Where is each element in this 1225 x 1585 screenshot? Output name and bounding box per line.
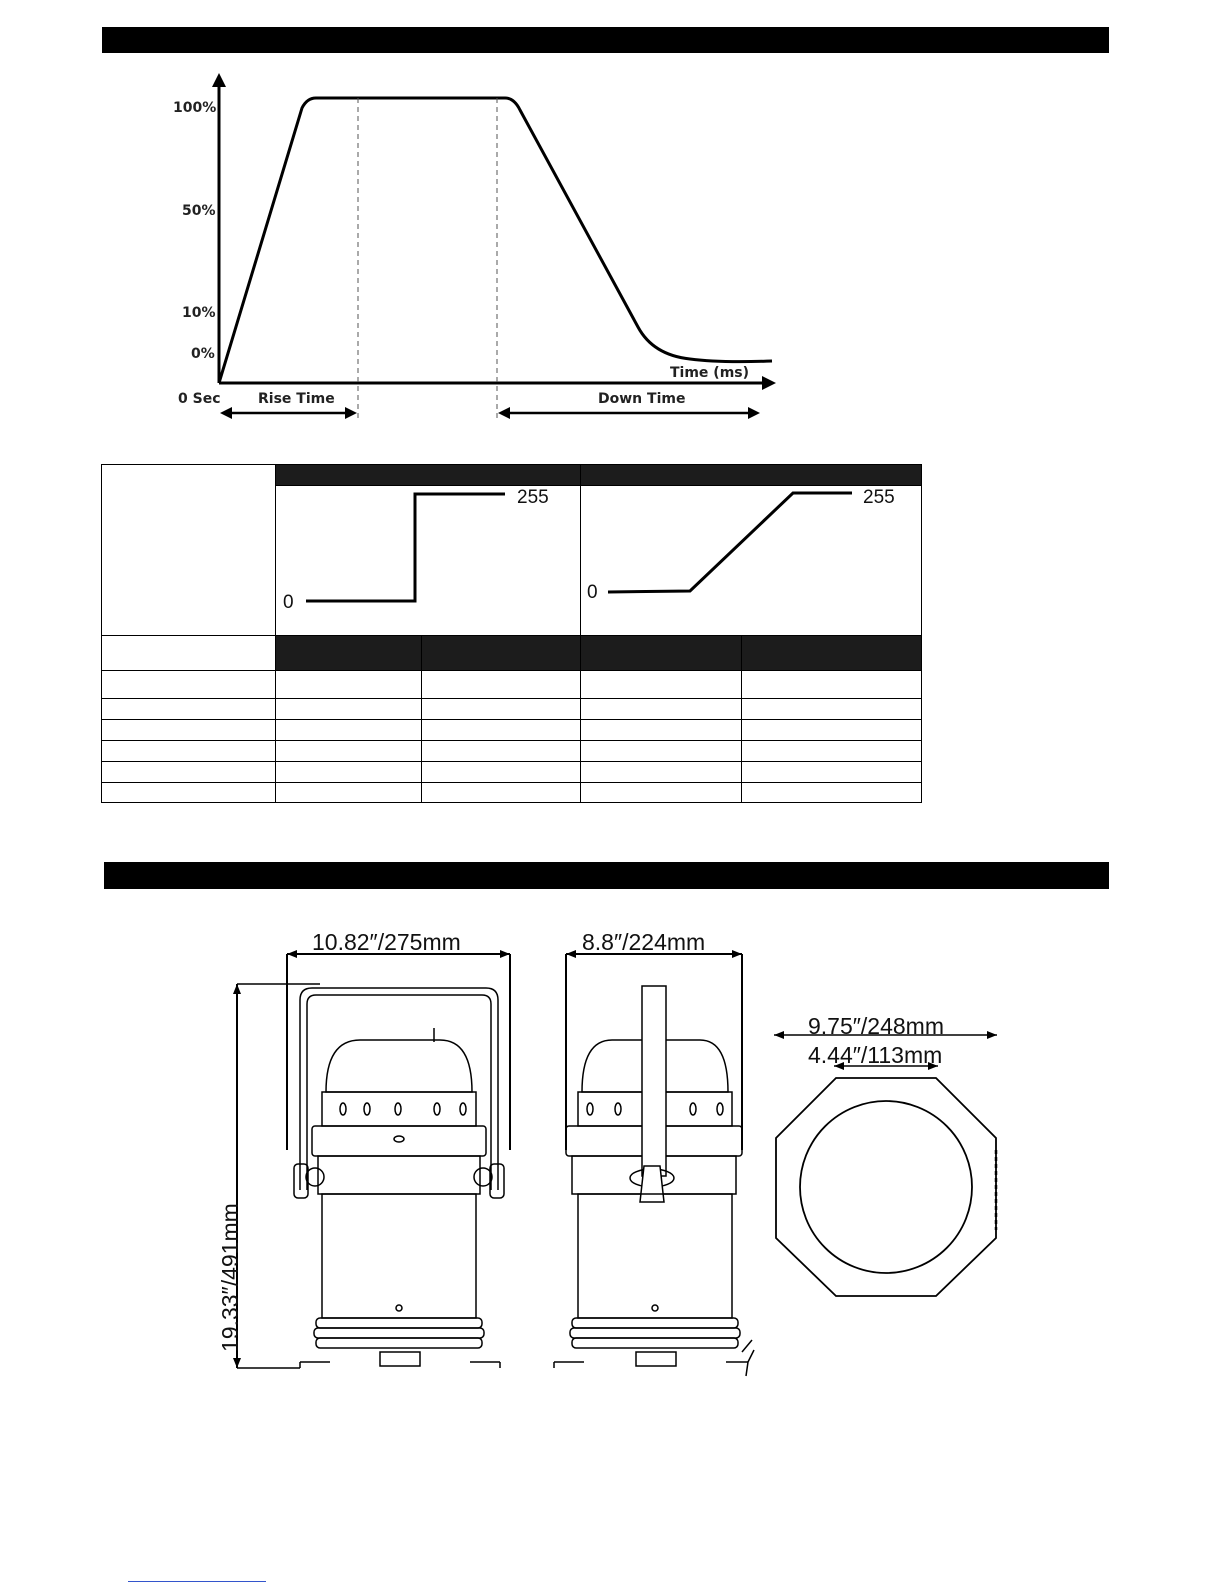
top-view (774, 1031, 997, 1296)
table-row (102, 762, 922, 783)
dimmer-curve-table (101, 464, 922, 803)
top-outer-dimension: 9.75″/248mm (808, 1013, 944, 1039)
table-subheader-1 (276, 636, 422, 671)
rise-time-label: Rise Time (258, 391, 335, 407)
y-label-100: 100% (173, 100, 217, 116)
table-row-label-header (102, 636, 276, 671)
section-header-bar-1 (102, 27, 1109, 53)
ramp-curve-end: 255 (863, 487, 895, 508)
table-row (102, 699, 922, 720)
footer-link-underline (128, 1581, 266, 1582)
table-subheader-3 (581, 636, 742, 671)
ramp-curve-start: 0 (587, 582, 598, 603)
step-curve-end: 255 (517, 487, 549, 508)
fixture-dimension-drawing (200, 920, 1020, 1390)
origin-label: 0 Sec (178, 391, 221, 407)
x-axis-label: Time (ms) (670, 365, 750, 381)
table-header-right (581, 465, 922, 486)
table-corner-cell (102, 465, 276, 636)
table-row (102, 671, 922, 699)
down-time-label: Down Time (598, 391, 686, 407)
side-view (554, 950, 754, 1376)
table-row (102, 720, 922, 741)
table-subheader-2 (422, 636, 581, 671)
table-header-left (276, 465, 581, 486)
y-label-0: 0% (191, 346, 215, 362)
step-curve-start: 0 (283, 592, 294, 613)
height-dimension: 19.33″/491mm (217, 1203, 243, 1352)
y-label-50: 50% (182, 203, 216, 219)
step-curve-cell (276, 486, 581, 636)
table-row (102, 783, 922, 803)
y-label-10: 10% (182, 305, 216, 321)
table-subheader-4 (742, 636, 922, 671)
section-header-bar-2 (104, 862, 1109, 889)
front-width-dimension: 10.82″/275mm (312, 929, 461, 955)
front-view (233, 950, 510, 1368)
ramp-curve-cell (581, 486, 922, 636)
side-width-dimension: 8.8″/224mm (582, 929, 706, 955)
top-inner-dimension: 4.44″/113mm (808, 1042, 943, 1068)
table-row (102, 741, 922, 762)
dimmer-response-diagram (150, 65, 800, 435)
